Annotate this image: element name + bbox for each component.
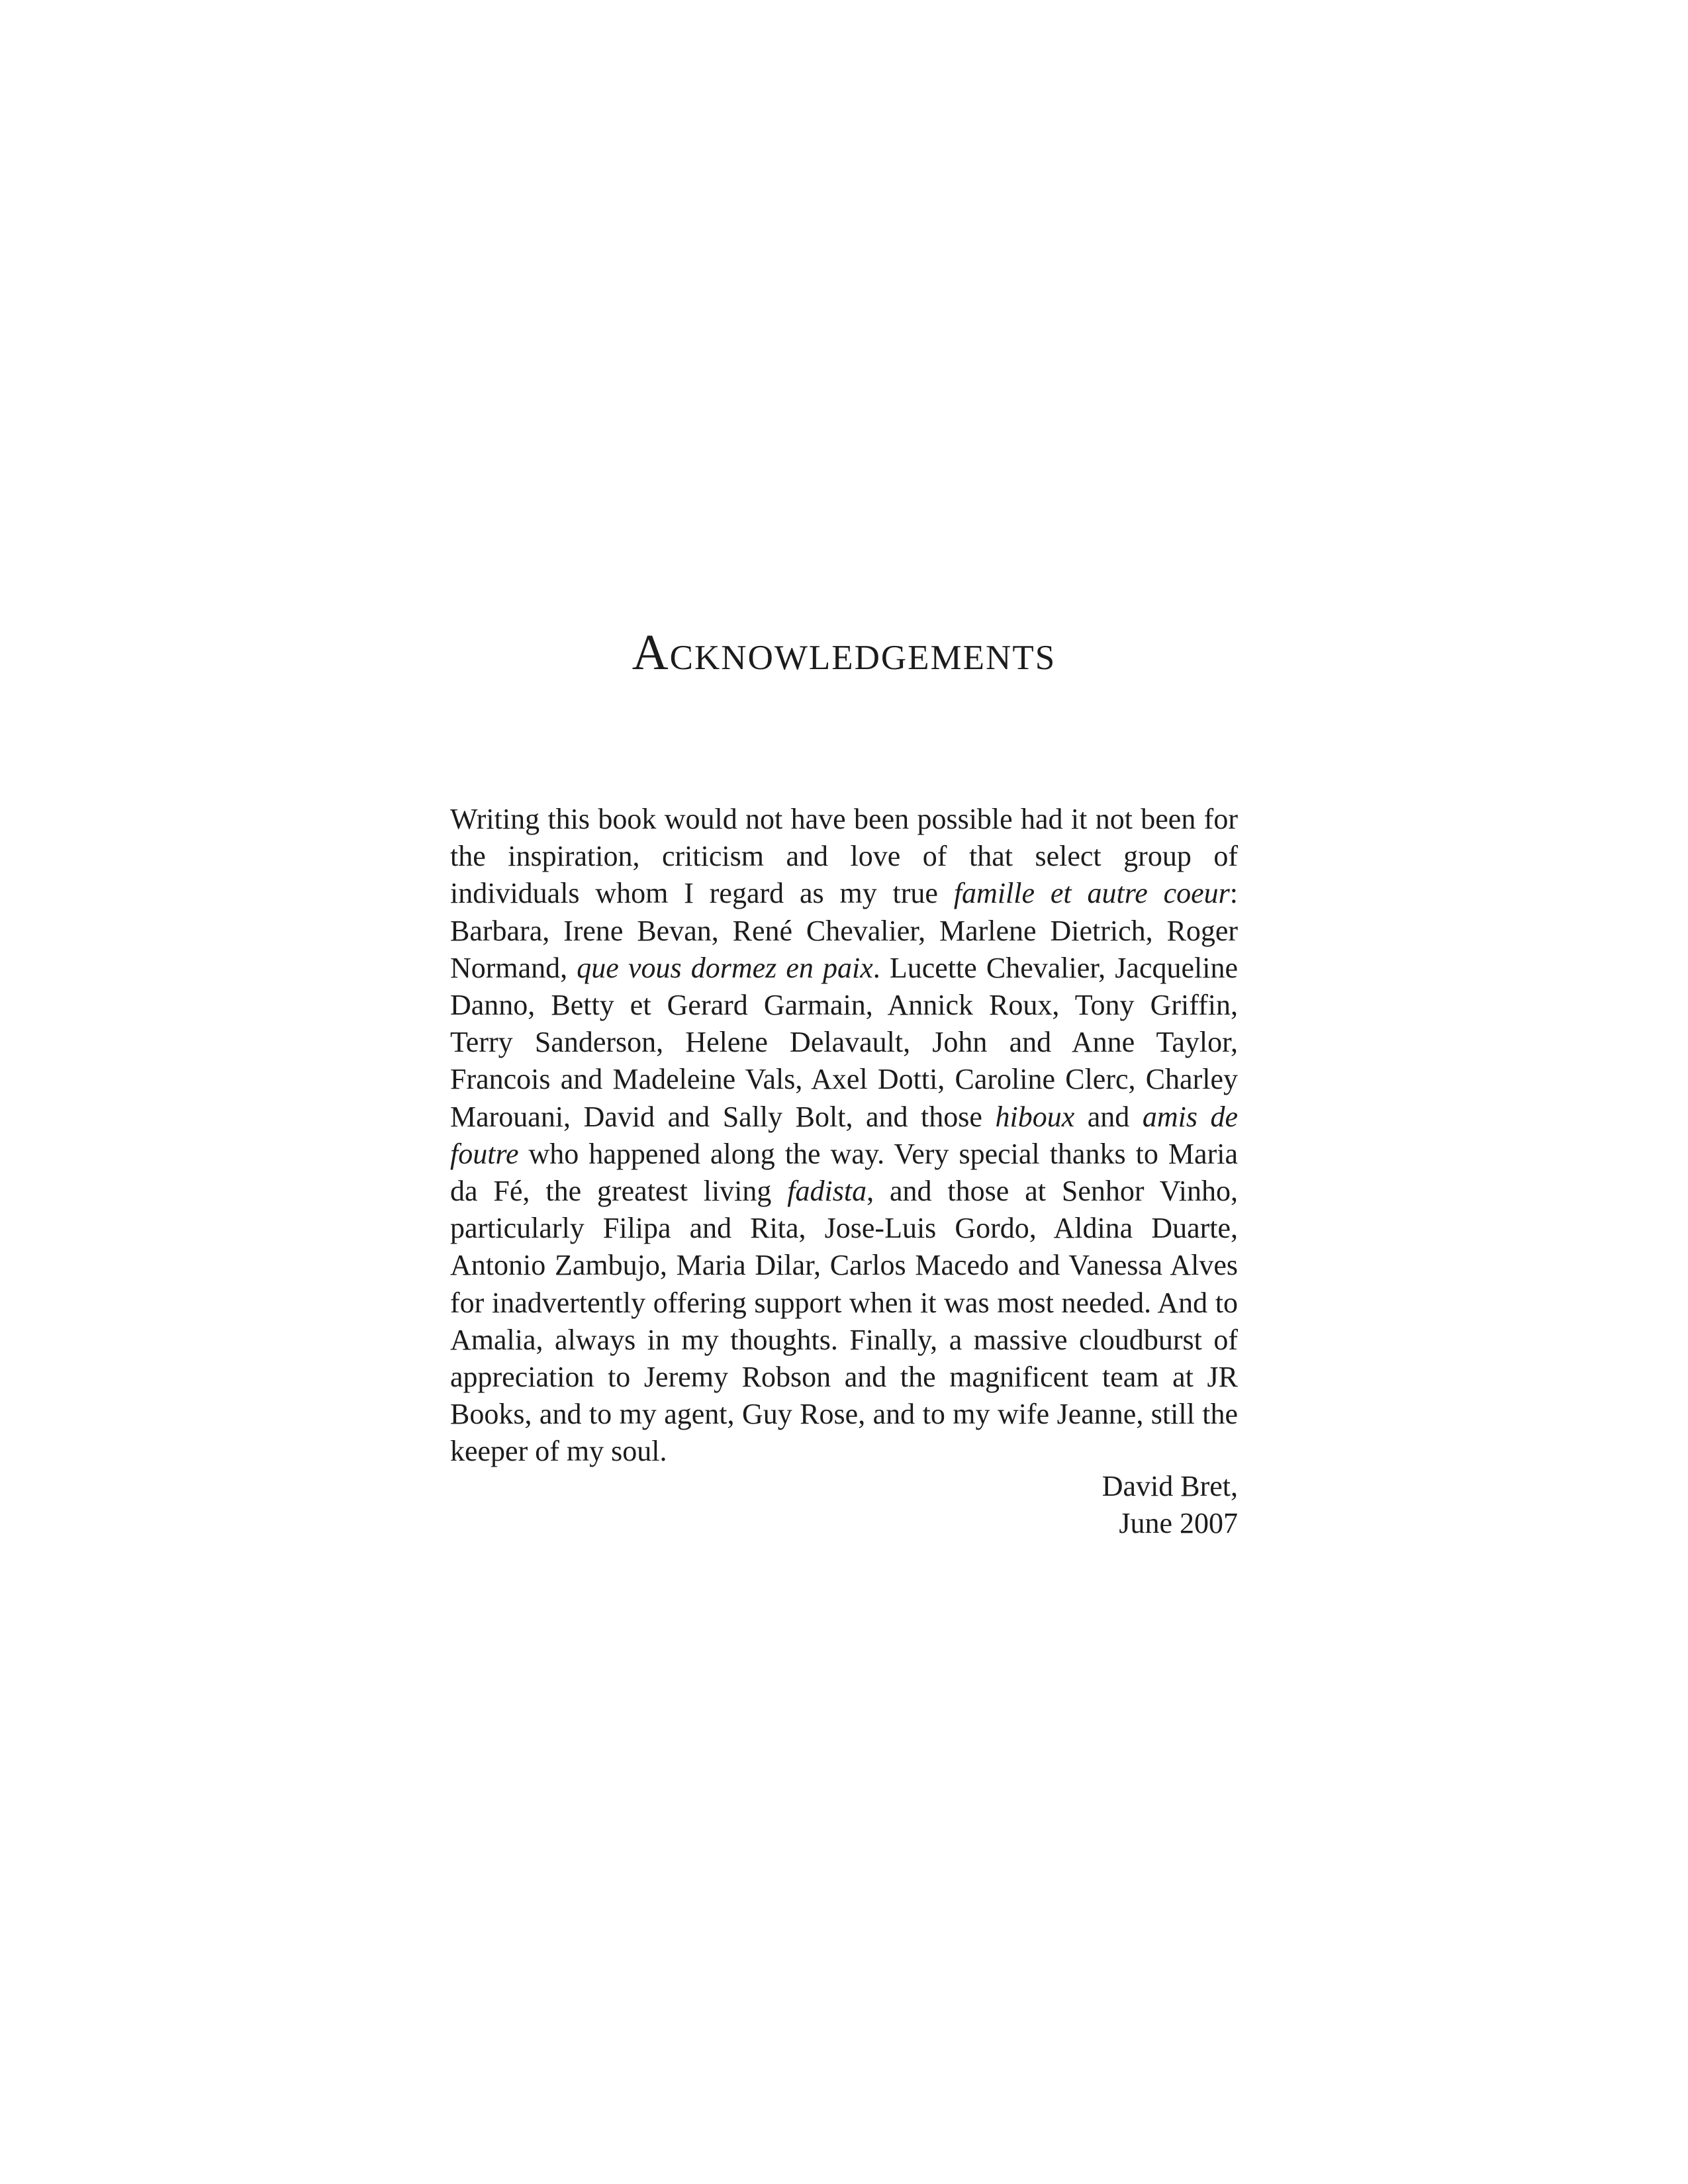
- signature-block: [841, 1468, 1238, 1542]
- text-run-italic: que vous dormez en paix: [577, 951, 873, 984]
- text-run: Writing this book would not have been possible had it not been for the inspiration, criticism and love of that select group of individuals whom I regard as my true: [450, 803, 1238, 910]
- author-name: David Bret,: [1102, 1470, 1238, 1502]
- text-run: : Barbara, Irene Bevan, René Chevalier, Marlene Dietrich, Roger Normand,: [450, 877, 1238, 984]
- text-run-italic: hiboux: [995, 1100, 1075, 1133]
- text-run: who happened along the way. Very special thanks to Maria da Fé, the greatest living: [450, 1137, 1238, 1208]
- text-run: . Lucette Chevalier, Jacqueline Danno, Betty et Gerard Garmain, Annick Roux, Tony Griffin, Terry Sanderson, Helene Delavault, John and Anne Taylor, Francois and Madeleine Vals, Axel Dotti, Caroline Clerc, Charley Marouani, David and Sally Bolt, and those: [450, 951, 1238, 1133]
- signature-date: June 2007: [1119, 1507, 1238, 1539]
- page-title: Acknowledgements: [632, 625, 1056, 680]
- text-run: , and those at Senhor Vinho, particularly Filipa and Rita, Jose-Luis Gordo, Aldina Duarte, Antonio Zambujo, Maria Dilar, Carlos Macedo and Vanessa Alves for inadvertently offering support when it was most needed. And to Amalia, always in my thoughts. Finally, a massive cloudburst of appreciation to Jeremy Robson and the magnificent team at JR Books, and to my agent, Guy Rose, and to my wife Jeanne, still the keeper of my soul.: [450, 1175, 1238, 1468]
- acknowledgements-paragraph: [450, 801, 1238, 1471]
- text-run: and: [1074, 1100, 1143, 1133]
- text-run-italic: famille et autre coeur: [953, 877, 1230, 910]
- text-run-italic: fadista: [787, 1175, 867, 1208]
- text-run-italic: amis de foutre: [450, 1100, 1239, 1170]
